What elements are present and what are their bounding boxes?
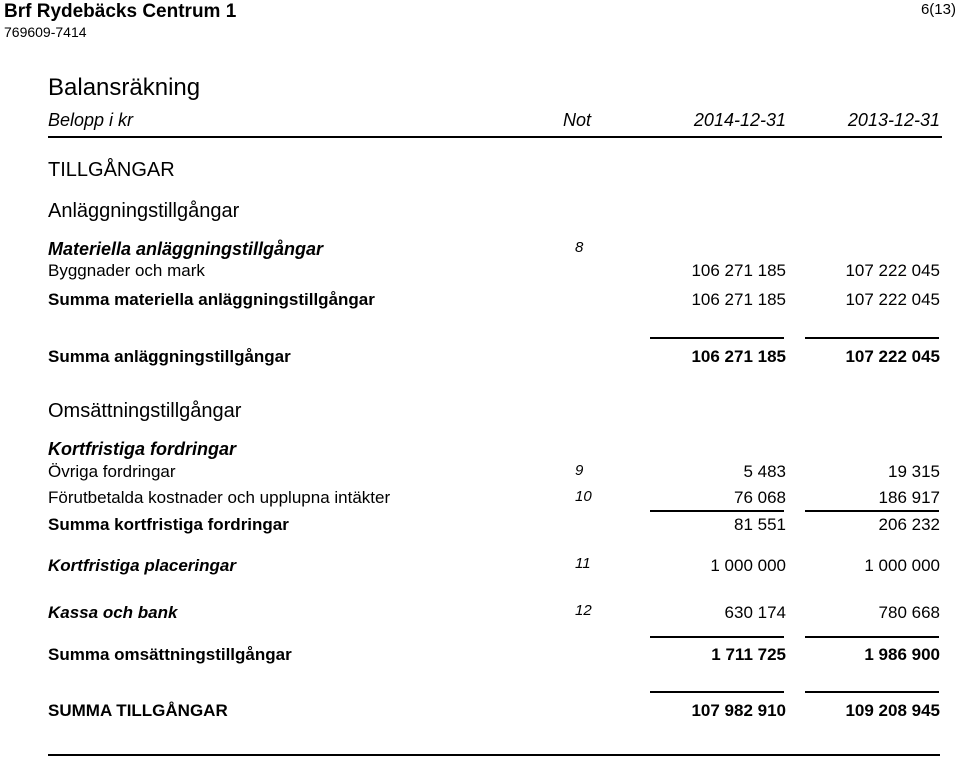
row-total-assets-2013: 109 208 945 <box>845 701 940 720</box>
row-prepaid-2014: 76 068 <box>734 488 786 507</box>
subtotal-rule <box>650 636 784 638</box>
section-assets: TILLGÅNGAR <box>48 159 175 181</box>
row-other-receivables-2013: 19 315 <box>888 462 940 481</box>
row-total-assets-2014: 107 982 910 <box>691 701 786 720</box>
column-header-year1: 2014-12-31 <box>693 110 786 130</box>
row-sum-tangible-label: Summa materiella anläggningstillgångar <box>48 290 375 309</box>
note-other-receivables: 9 <box>575 462 584 479</box>
column-header-label: Belopp i kr <box>48 110 134 130</box>
subsection-receivables: Kortfristiga fordringar <box>48 439 237 459</box>
row-buildings-2014: 106 271 185 <box>691 261 786 280</box>
column-header-year2: 2013-12-31 <box>847 110 940 130</box>
row-sum-tangible-2013: 107 222 045 <box>845 290 940 309</box>
section-current-assets: Omsättningstillgångar <box>48 400 242 422</box>
row-sum-current-2014: 1 711 725 <box>711 645 786 664</box>
header-divider <box>48 136 942 138</box>
section-fixed-assets: Anläggningstillgångar <box>48 200 240 222</box>
subtotal-rule <box>650 510 784 512</box>
row-sum-fixed-2014: 106 271 185 <box>691 347 786 366</box>
row-other-receivables-label: Övriga fordringar <box>48 462 176 481</box>
subsection-tangible: Materiella anläggningstillgångar <box>48 239 324 259</box>
company-name: Brf Rydebäcks Centrum 1 <box>4 1 237 22</box>
org-number: 769609-7414 <box>4 24 87 40</box>
subtotal-rule <box>805 337 939 339</box>
column-header-note: Not <box>563 110 592 130</box>
bottom-rule <box>48 754 940 756</box>
row-cash-label: Kassa och bank <box>48 603 178 622</box>
page-title: Balansräkning <box>48 74 201 101</box>
row-buildings-2013: 107 222 045 <box>845 261 940 280</box>
subtotal-rule <box>805 510 939 512</box>
row-total-assets-label: SUMMA TILLGÅNGAR <box>48 701 228 720</box>
row-buildings-label: Byggnader och mark <box>48 261 205 280</box>
page-number: 6(13) <box>920 1 956 18</box>
note-prepaid: 10 <box>575 488 592 505</box>
note-tangible: 8 <box>575 239 584 256</box>
row-sum-fixed-2013: 107 222 045 <box>845 347 940 366</box>
row-sum-current-label: Summa omsättningstillgångar <box>48 645 292 664</box>
total-rule <box>650 691 784 693</box>
row-sum-receivables-2014: 81 551 <box>734 515 786 534</box>
row-other-receivables-2014: 5 483 <box>743 462 786 481</box>
row-cash-2013: 780 668 <box>878 603 940 622</box>
row-prepaid-label: Förutbetalda kostnader och upplupna intäkter <box>48 488 391 507</box>
row-sum-fixed-label: Summa anläggningstillgångar <box>48 347 291 366</box>
total-rule <box>805 691 939 693</box>
row-sum-receivables-label: Summa kortfristiga fordringar <box>48 515 289 534</box>
row-sum-tangible-2014: 106 271 185 <box>691 290 786 309</box>
row-investments-2014: 1 000 000 <box>710 556 786 575</box>
subtotal-rule <box>650 337 784 339</box>
note-investments: 11 <box>575 555 591 572</box>
row-investments-2013: 1 000 000 <box>864 556 940 575</box>
row-cash-2014: 630 174 <box>724 603 786 622</box>
row-prepaid-2013: 186 917 <box>878 488 940 507</box>
row-sum-receivables-2013: 206 232 <box>878 515 940 534</box>
row-investments-label: Kortfristiga placeringar <box>48 556 236 575</box>
subtotal-rule <box>805 636 939 638</box>
note-cash: 12 <box>575 602 592 619</box>
row-sum-current-2013: 1 986 900 <box>864 645 940 664</box>
